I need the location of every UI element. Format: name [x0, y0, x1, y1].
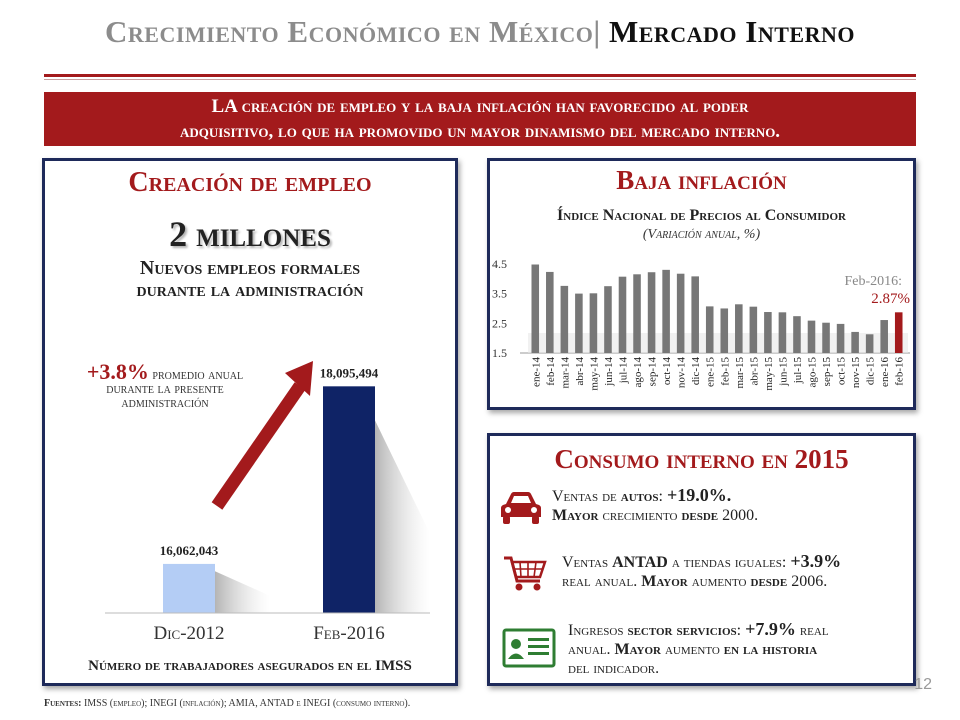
employment-source-note: Número de trabajadores asegurados en el IMSS — [88, 658, 412, 674]
inflation-x-tick: ene-16 — [879, 357, 892, 387]
bar-shadow — [215, 571, 270, 613]
employment-subtitle-line-1: Nuevos empleos formales — [139, 257, 361, 279]
growth-label-1: promedio anual — [152, 368, 244, 383]
inflation-x-tick: mar-15 — [733, 357, 746, 389]
inflation-bar — [808, 321, 816, 353]
sources-footnote — [44, 698, 410, 709]
inflation-y-tick: 4.5 — [492, 256, 507, 271]
inflation-x-tick: abr-15 — [748, 357, 761, 386]
inflation-callout-label: Feb-2016: — [844, 274, 902, 289]
inflation-x-tick: nov-14 — [675, 357, 688, 389]
bar-reflection-band — [528, 333, 908, 353]
sources-text: IMSS (empleo); INEGI (inflación); AMIA, ANTAD e INEGI (consumo interno). — [83, 698, 411, 709]
inflation-bar — [575, 294, 583, 353]
inflation-bar — [866, 334, 874, 353]
inflation-bar — [677, 274, 685, 353]
inflation-chart-subtitle: (Variación anual, %) — [642, 227, 761, 242]
inflation-y-tick: 1.5 — [492, 346, 507, 360]
employment-subtitle-line-2: durante la administración — [136, 279, 364, 301]
inflation-panel — [487, 158, 916, 410]
sources-label: Fuentes: — [44, 698, 82, 709]
inflation-x-tick: dic-14 — [690, 357, 703, 386]
employment-bar-category: Feb-2016 — [313, 623, 385, 641]
inflation-bar — [764, 312, 772, 353]
growth-annotation — [65, 359, 265, 411]
employment-bar-value: 18,095,494 — [319, 365, 379, 381]
employment-bar-value: 16,062,043 — [159, 542, 219, 558]
inflation-x-tick: oct-14 — [661, 357, 674, 386]
inflation-x-tick: jun-15 — [777, 357, 790, 386]
inflation-bar — [648, 272, 656, 353]
inflation-x-tick: ene-14 — [530, 357, 543, 387]
inflation-x-tick: may-14 — [588, 357, 601, 391]
car-icon — [500, 490, 542, 526]
employment-bar — [163, 564, 215, 613]
employment-title: Creación de empleo — [128, 167, 372, 198]
consumption-item-autos: Ventas de autos: +19.0%. Mayor crecimiento desde 2000. — [552, 485, 759, 524]
inflation-bar — [793, 316, 801, 353]
id-card-icon — [502, 628, 556, 668]
inflation-x-tick: ago-15 — [806, 357, 819, 388]
inflation-bar — [750, 307, 758, 353]
inflation-x-tick: sep-14 — [646, 357, 659, 387]
inflation-x-tick: jun-14 — [602, 357, 615, 386]
inflation-callout-value: 2.87% — [871, 291, 910, 307]
inflation-x-tick: ago-14 — [632, 357, 645, 388]
consumption-panel — [487, 433, 916, 686]
inflation-title: Baja inflación — [616, 165, 787, 195]
inflation-x-tick: mar-14 — [559, 357, 572, 389]
inflation-x-tick: may-15 — [762, 357, 775, 391]
consumption-item-servicios: Ingresos sector servicios: +7.9% real anual. Mayor aumento en la historia del indicador. — [568, 619, 829, 677]
inflation-y-tick: 2.5 — [492, 316, 507, 331]
inflation-bar — [531, 265, 539, 353]
bar-shadow — [375, 420, 430, 613]
inflation-bar — [706, 306, 714, 353]
inflation-bar — [662, 270, 670, 353]
employment-subtitle — [45, 257, 455, 301]
inflation-bar — [895, 312, 903, 353]
consumption-item-antad: Ventas ANTAD a tiendas iguales: +3.9% real anual. Mayor aumento desde 2006. — [562, 551, 842, 590]
inflation-bar — [837, 324, 845, 353]
inflation-chart-title: Índice Nacional de Precios al Consumidor — [557, 207, 846, 224]
inflation-x-tick: oct-15 — [835, 357, 848, 386]
inflation-bar — [604, 286, 612, 353]
inflation-x-tick: ene-15 — [704, 357, 717, 387]
inflation-x-tick: feb-16 — [893, 357, 906, 386]
banner-line-1: LA creación de empleo y la baja inflación han favorecido al poder — [211, 96, 749, 117]
slide-title — [0, 14, 960, 50]
employment-bar-category: Dic-2012 — [153, 623, 225, 641]
inflation-bar — [822, 323, 830, 353]
growth-label-3: administración — [121, 396, 209, 411]
inflation-bar — [590, 293, 598, 353]
inflation-bar — [720, 308, 728, 353]
employment-big-number: 2 millones — [169, 214, 331, 254]
header-divider — [44, 74, 916, 77]
employment-bar — [323, 386, 375, 613]
slide-title-part2: Mercado Interno — [608, 14, 855, 49]
inflation-x-tick: feb-15 — [719, 357, 732, 386]
inflation-x-tick: jul-14 — [617, 357, 630, 384]
inflation-y-tick: 3.5 — [492, 286, 507, 301]
consumption-title: Consumo interno en 2015 — [554, 444, 849, 474]
page-number: 12 — [914, 676, 932, 693]
inflation-bar — [880, 320, 888, 353]
employment-panel — [42, 158, 458, 686]
inflation-x-tick: sep-15 — [821, 357, 834, 387]
inflation-x-tick: nov-15 — [850, 357, 863, 389]
inflation-bar — [851, 332, 859, 353]
shopping-cart-icon — [502, 554, 548, 594]
inflation-bar — [546, 272, 554, 353]
inflation-x-tick: jul-15 — [791, 357, 804, 384]
banner-line-2: adquisitivo, lo que ha promovido un mayor dinamismo del mercado interno. — [179, 121, 781, 142]
inflation-bar — [691, 276, 699, 353]
inflation-bar — [633, 274, 641, 353]
inflation-bar — [779, 312, 787, 353]
growth-percentage: +3.8% — [86, 359, 149, 384]
inflation-bar — [561, 286, 569, 353]
inflation-x-tick: feb-14 — [544, 357, 557, 386]
inflation-bar — [619, 277, 627, 353]
header-divider-thin — [44, 79, 916, 80]
inflation-x-tick: abr-14 — [573, 357, 586, 386]
key-message-banner — [44, 92, 916, 146]
inflation-bar — [735, 304, 743, 353]
inflation-x-tick: dic-15 — [864, 357, 877, 386]
inflation-bar-chart — [490, 247, 913, 407]
slide-title-part1: Crecimiento Económico en México| — [105, 14, 601, 49]
growth-label-2: durante la presente — [106, 382, 224, 397]
